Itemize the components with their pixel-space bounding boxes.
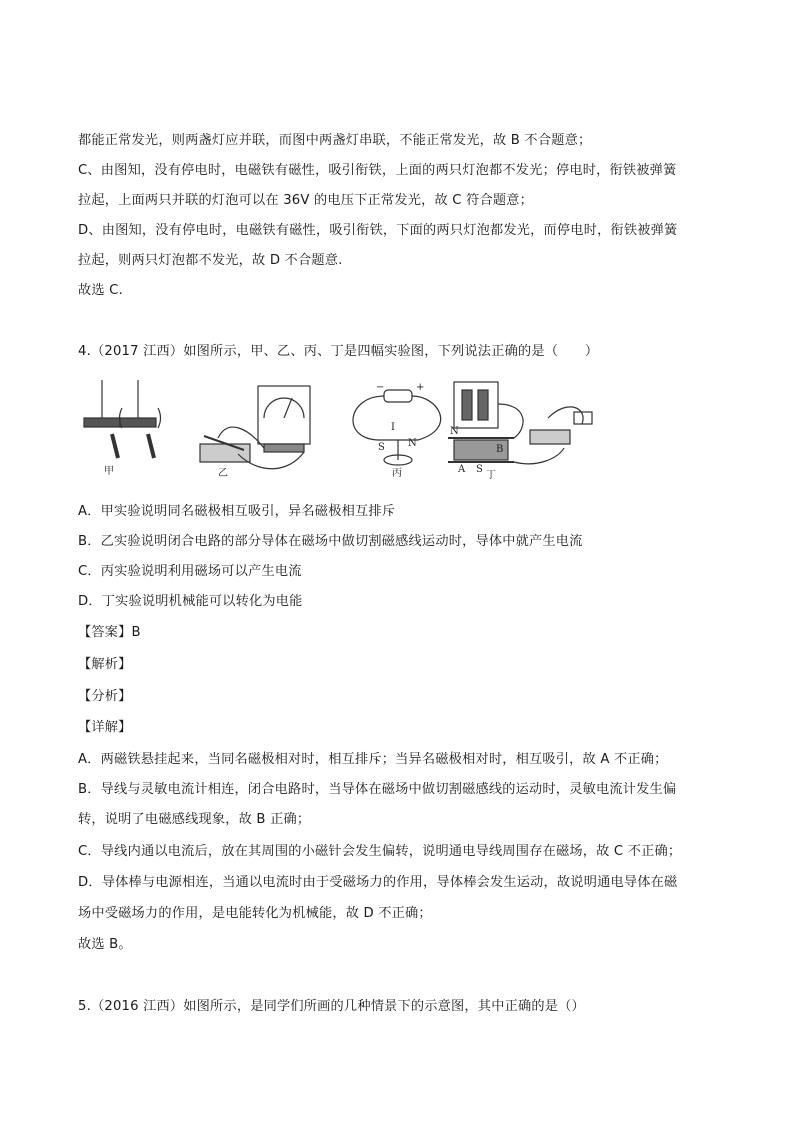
question-5-stem: 5.（2016 江西）如图所示，是同学们所画的几种情景下的示意图，其中正确的是（） bbox=[78, 999, 585, 1014]
text-line: 拉起，上面两只并联的灯泡可以在 36V 的电压下正常发光，故 C 符合题意； bbox=[78, 193, 533, 208]
text-line: 拉起，则两只灯泡都不发光，故 D 不合题意. bbox=[78, 253, 343, 268]
figure-label-bing: 丙 bbox=[392, 468, 402, 479]
figure-jia bbox=[84, 380, 161, 458]
label-battery-plus: + bbox=[416, 382, 425, 393]
option-a: A．甲实验说明同名磁极相互吸引，异名磁极相互排斥 bbox=[78, 504, 396, 519]
label-battery-minus: − bbox=[376, 382, 385, 393]
label-magnet-n: N bbox=[450, 426, 459, 437]
answer-heading: 【答案】B bbox=[78, 625, 141, 640]
figure-label-yi: 乙 bbox=[218, 468, 228, 479]
option-d: D．丁实验说明机械能可以转化为电能 bbox=[78, 594, 303, 609]
text-line: 转，说明了电磁感线现象，故 B 正确； bbox=[78, 812, 311, 827]
text-line: D．导体棒与电源相连，当通以电流时由于受磁场力的作用，导体棒会发生运动，故说明通电导体在磁 bbox=[78, 875, 678, 890]
option-c: C．丙实验说明利用磁场可以产生电流 bbox=[78, 564, 302, 579]
breakdown-heading: 【分析】 bbox=[78, 689, 132, 704]
figure-label-jia: 甲 bbox=[104, 466, 114, 477]
label-compass-s: S bbox=[378, 442, 385, 453]
figure-label-ding: 丁 bbox=[486, 470, 496, 480]
question-4-stem: 4.（2017 江西）如图所示，甲、乙、丙、丁是四幅实验图，下列说法正确的是（ ） bbox=[78, 344, 599, 359]
experiment-diagrams bbox=[78, 378, 638, 480]
text-line: 故选 C. bbox=[78, 283, 123, 298]
text-line: C、由图知，没有停电时，电磁铁有磁性，吸引衔铁，上面的两只灯泡都不发光；停电时，衔铁被弹簧 bbox=[78, 163, 677, 178]
text-line: 场中受磁场力的作用，是电能转化为机械能，故 D 不正确； bbox=[78, 906, 432, 921]
figure-yi bbox=[200, 386, 310, 469]
label-point-a: A bbox=[458, 464, 466, 475]
analysis-heading: 【解析】 bbox=[78, 657, 132, 672]
label-current-i: I bbox=[391, 422, 395, 433]
label-compass-n: N bbox=[408, 438, 417, 449]
text-line: D、由图知，没有停电时，电磁铁有磁性，吸引衔铁，下面的两只灯泡都发光，而停电时，衔铁被弹簧 bbox=[78, 223, 678, 238]
text-line: C．导线内通以电流后，放在其周围的小磁针会发生偏转，说明通电导线周围存在磁场，故 C 不正确； bbox=[78, 844, 682, 859]
text-line: 都能正常发光，则两盏灯应并联，而图中两盏灯串联，不能正常发光，故 B 不合题意； bbox=[78, 133, 592, 148]
text-line: 故选 B。 bbox=[78, 937, 132, 952]
figure-ding bbox=[448, 382, 592, 464]
text-line: A．两磁铁悬挂起来，当同名磁极相对时，相互排斥；当异名磁极相对时，相互吸引，故 A 不正确； bbox=[78, 752, 668, 767]
label-point-b: B bbox=[496, 444, 504, 455]
figure-bing bbox=[353, 390, 441, 465]
experiment-figure bbox=[78, 378, 638, 480]
detail-heading: 【详解】 bbox=[78, 720, 132, 735]
label-magnet-s: S bbox=[476, 464, 483, 475]
text-line: B．导线与灵敏电流计相连，闭合电路时，当导体在磁场中做切割磁感线的运动时，灵敏电流计发生偏 bbox=[78, 782, 677, 797]
option-b: B．乙实验说明闭合电路的部分导体在磁场中做切割磁感线运动时，导体中就产生电流 bbox=[78, 534, 583, 549]
